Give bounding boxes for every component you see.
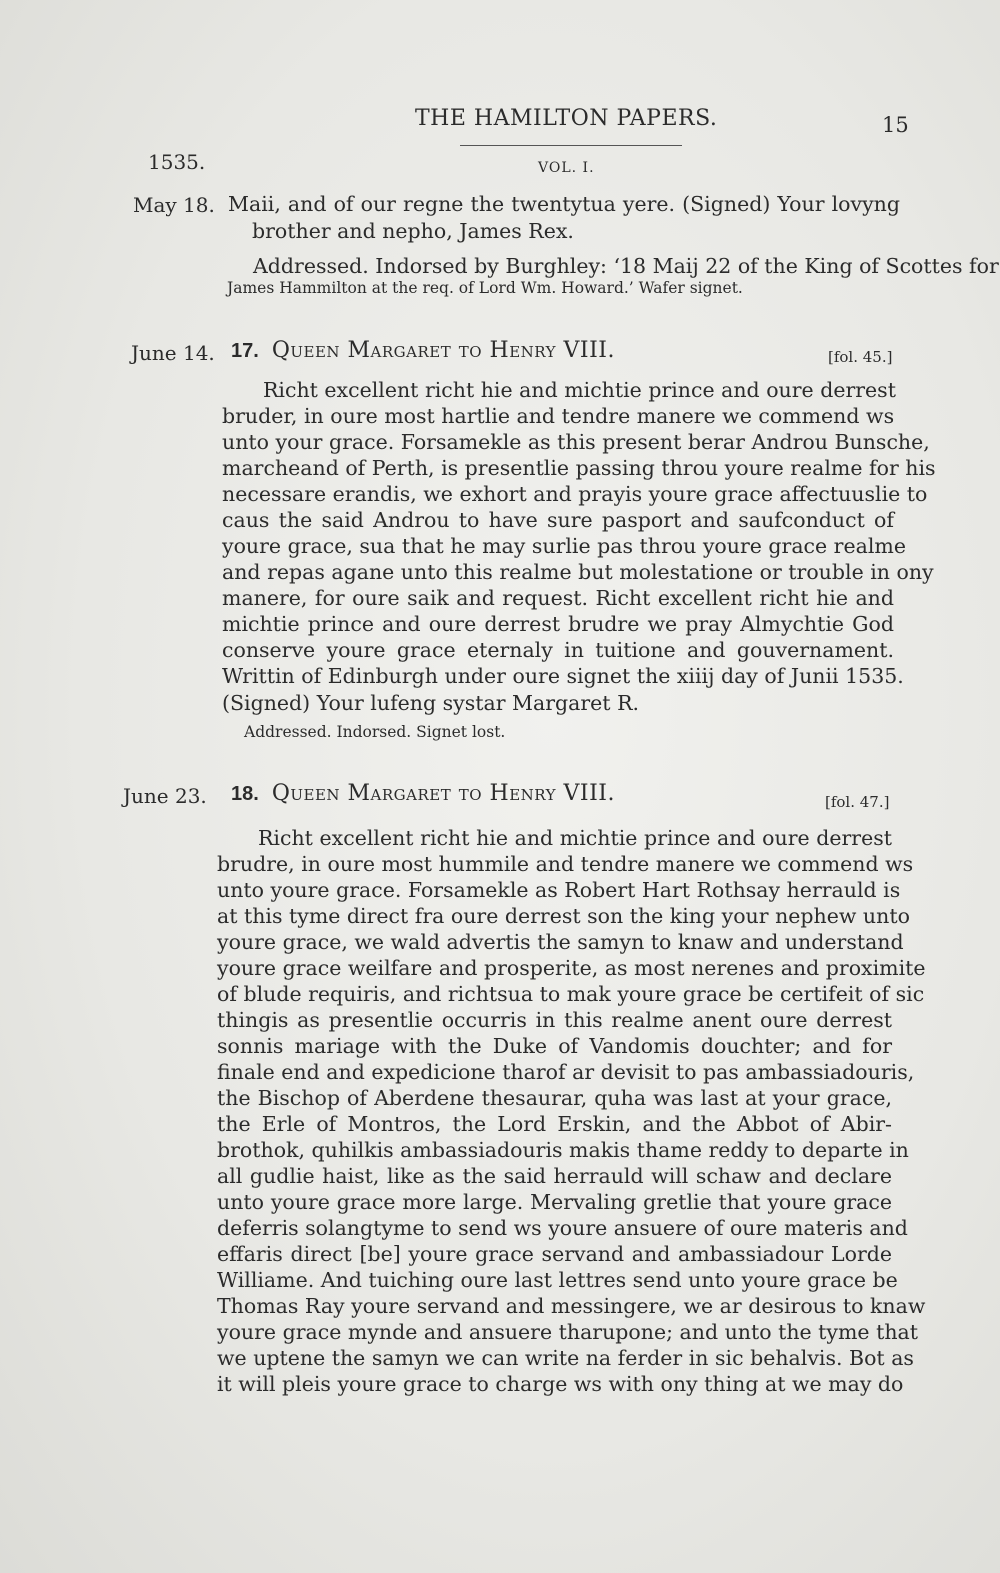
text-line: of blude requiris, and richtsua to mak youre grace be certifeit of sic [217,982,925,1006]
text-line: necessare erandis, we exhort and prayis youre grace affectuuslie to [222,482,928,506]
text-line: Williame. And tuiching oure last lettres send unto youre grace be [217,1268,898,1292]
text-line: conserve youre grace eternaly in tuitione and gouvernament. [222,638,894,662]
text-line: brudre, in oure most hummile and tendre manere we commend ws [217,852,914,876]
text-line: youre grace, sua that he may surlie pas throu youre grace realme [222,534,906,558]
text-line: deferris solangtyme to send ws youre ansuere of oure materis and [217,1216,908,1240]
note-line: Addressed. Indorsed by Burghley: ‘18 Maij 22 of the King of Scottes for [253,254,999,278]
text-line: youre grace, we wald advertis the samyn to knaw and understand [217,930,904,954]
text-line: the Bischop of Aberdene thesaurar, quha was last at your grace, [217,1086,892,1110]
letter-title: Queen Margaret to Henry VIII. [271,781,615,806]
text-line: brother and nepho, James Rex. [252,219,574,243]
text-line: Writtin of Edinburgh under oure signet the xiiij day of Junii 1535. [222,664,904,688]
text-line: all gudlie haist, like as the said herrauld will schaw and declare [217,1164,892,1188]
letter-heading [231,338,615,363]
text-line: manere, for oure saik and request. Richt excellent richt hie and [222,586,894,610]
date-margin: June 23. [123,784,207,808]
volume-label: VOL. I. [538,160,595,176]
page-number: 15 [882,113,909,137]
date-margin: June 14. [131,341,215,365]
text-line: Richt excellent richt hie and michtie prince and oure derrest [258,826,892,850]
note-line: James Hammilton at the req. of Lord Wm. Howard.’ Wafer signet. [227,279,743,297]
text-line: caus the said Androu to have sure pasport and saufconduct of [222,508,894,532]
folio-reference: [fol. 45.] [828,348,893,366]
text-line: Richt excellent richt hie and michtie prince and oure derrest [263,378,896,402]
text-line: unto youre grace. Forsamekle as Robert Hart Rothsay herrauld is [217,878,901,902]
text-line: brothok, quhilkis ambassiadouris makis thame reddy to departe in [217,1138,909,1162]
text-line: at this tyme direct fra oure derrest son the king your nephew unto [217,904,910,928]
text-line: thingis as presentlie occurris in this realme anent oure derrest [217,1008,892,1032]
text-line: michtie prince and oure derrest brudre we pray Almychtie God [222,612,894,636]
letter-title: Queen Margaret to Henry VIII. [271,338,615,363]
text-line: (Signed) Your lufeng systar Margaret R. [222,691,640,715]
text-line: marcheand of Perth, is presentlie passing throu youre realme for his [222,456,936,480]
text-line: finale end and expedicione tharof ar devisit to pas ambassiadouris, [217,1060,915,1084]
letter-note: Addressed. Indorsed. Signet lost. [244,723,506,741]
text-line: it will pleis youre grace to charge ws with ony thing at we may do [217,1372,904,1396]
header-rule [460,145,682,146]
running-title: THE HAMILTON PAPERS. [415,106,718,131]
text-line: Maii, and of our regne the twentytua yere. (Signed) Your lovyng [228,192,900,216]
text-line: youre grace mynde and ansuere tharupone; and unto the tyme that [217,1320,918,1344]
date-margin: May 18. [133,193,215,217]
text-line: sonnis mariage with the Duke of Vandomis douchter; and for [217,1034,892,1058]
folio-reference: [fol. 47.] [825,793,890,811]
text-line: and repas agane unto this realme but molestatione or trouble in ony [222,560,934,584]
letter-number: 18. [231,783,259,805]
text-line: unto your grace. Forsamekle as this present berar Androu Bunsche, [222,430,930,454]
text-line: effaris direct [be] youre grace servand and ambassiadour Lorde [217,1242,892,1266]
text-line: youre grace weilfare and prosperite, as most nerenes and proximite [217,956,926,980]
text-line: we uptene the samyn we can write na ferder in sic behalvis. Bot as [217,1346,914,1370]
letter-heading [231,781,615,806]
text-line: bruder, in oure most hartlie and tendre manere we commend ws [222,404,895,428]
letter-number: 17. [231,340,259,362]
text-line: unto youre grace more large. Mervaling gretlie that youre grace [217,1190,892,1214]
text-line: Thomas Ray youre servand and messingere, we ar desirous to knaw [217,1294,926,1318]
year-label: 1535. [148,150,206,174]
text-line: the Erle of Montros, the Lord Erskin, and the Abbot of Abir- [217,1112,892,1136]
